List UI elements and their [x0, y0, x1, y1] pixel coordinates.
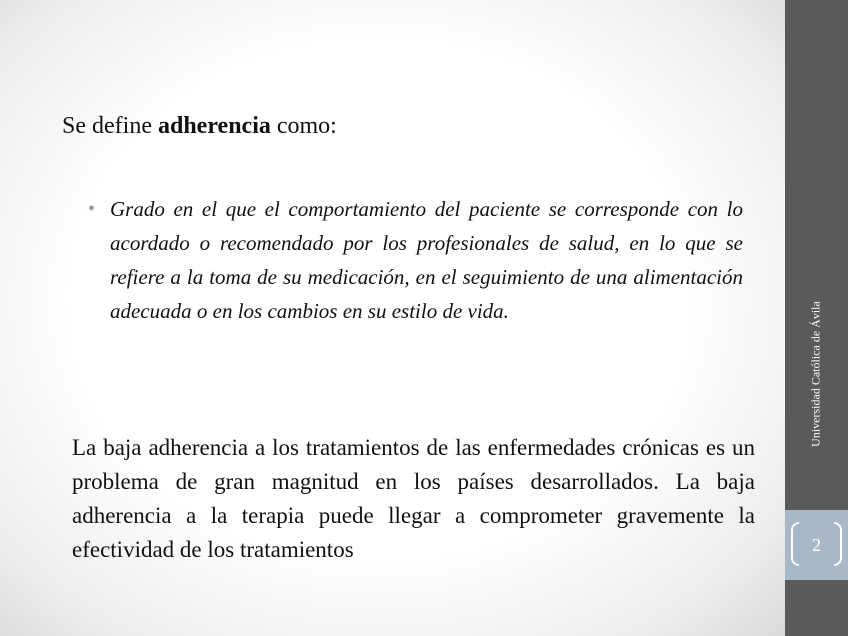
- heading-suffix: como:: [270, 113, 337, 139]
- definition-text: Grado en el que el comportamiento del paciente se corresponde con lo acordado o recomendado por los profesionales de salud, en lo que se refiere a la toma de su medicación, en el seguimiento de una alimentación adecuada o en los cambios en su estilo de vida.: [110, 197, 743, 323]
- heading-emphasis: adherencia: [157, 113, 271, 139]
- body-paragraph: La baja adherencia a los tratamientos de las enfermedades crónicas es un problema de gran magnitud en los países desarrollados. La baja adherencia a la terapia puede llegar a comprometer gravemente la efectividad de los tratamientos: [72, 435, 755, 562]
- slide-heading: [62, 109, 337, 143]
- institution-label: Universidad Católica de Ávila: [808, 301, 823, 447]
- definition-bullet: [88, 192, 743, 328]
- page-number: 2: [812, 535, 821, 555]
- bullet-icon: •: [88, 198, 96, 220]
- page-number-box: [785, 510, 848, 580]
- heading-prefix: Se define: [62, 113, 158, 139]
